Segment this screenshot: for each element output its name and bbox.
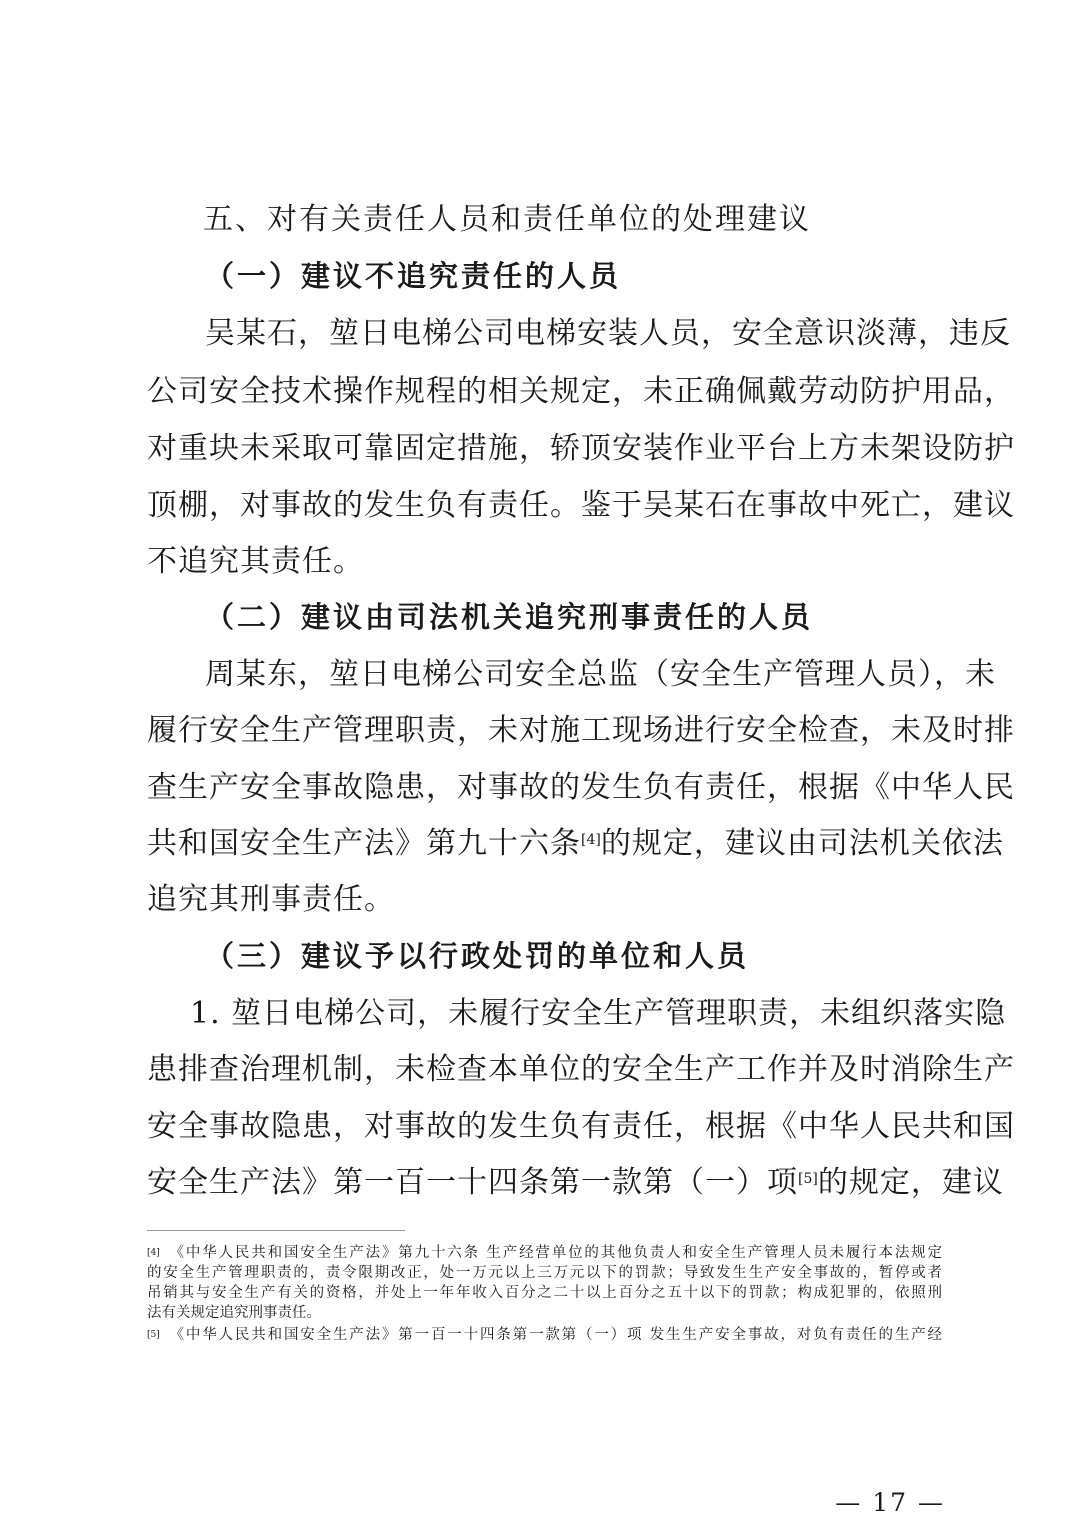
section-heading: 五、对有关责任人员和责任单位的处理建议 (203, 202, 811, 237)
footnote-text: 《中华人民共和国安全生产法》第一百一十四条第一款第（一）项 发生生产安全事故，对负有责任的生产经 (167, 1327, 942, 1343)
footnote-line: 吊销其与安全生产有关的资格，并处上一年年收入百分之二十以上百分之五十以下的罚款；构成犯罪的，依照刑 (147, 1285, 942, 1301)
text-segment: 安全生产法》第一百一十四条第一款第（一）项 (147, 1165, 798, 1200)
paragraph-line: 周某东，堃日电梯公司安全总监（安全生产管理人员），未 (205, 657, 996, 692)
text-segment: 的规定，建议 (817, 1165, 1004, 1200)
paragraph-line (147, 824, 1004, 864)
footnote-separator (147, 1230, 405, 1231)
paragraph-line: 1. 堃日电梯公司，未履行安全生产管理职责，未组织落实隐 (190, 996, 1007, 1031)
paragraph-line: 吴某石，堃日电梯公司电梯安装人员，安全意识淡薄，违反 (205, 316, 1011, 351)
footnote-mark: [4] (147, 1248, 160, 1258)
page-number: — 17 — (835, 1488, 945, 1517)
footnote-text: 《中华人民共和国安全生产法》第九十六条 生产经营单位的其他负责人和安全生产管理人员未履行本法规定 (167, 1245, 942, 1261)
paragraph-line: 不追究其责任。 (147, 544, 364, 579)
text-segment: 的规定，建议由司法机关依法 (600, 826, 1004, 861)
subsection-heading-2: （二）建议由司法机关追究刑事责任的人员 (205, 600, 814, 634)
paragraph-line: 患排查治理机制，未检查本单位的安全生产工作并及时消除生产 (147, 1052, 1015, 1087)
paragraph-line: 安全事故隐患，对事故的发生负有责任，根据《中华人民共和国 (147, 1109, 1015, 1144)
footnote-line: 的安全生产管理职责的，责令限期改正，处一万元以上三万元以下的罚款；导致发生生产安全事故的，暂停或者 (147, 1265, 942, 1281)
footnote-line (147, 1326, 942, 1345)
paragraph-line: 公司安全技术操作规程的相关规定，未正确佩戴劳动防护用品， (147, 374, 1015, 409)
footnote-reference[interactable]: [4] (581, 832, 601, 848)
footnote-line (147, 1244, 942, 1263)
footnote-reference[interactable]: [5] (798, 1171, 818, 1187)
subsection-heading-1: （一）建议不追究责任的人员 (205, 259, 622, 293)
subsection-heading-3: （三）建议予以行政处罚的单位和人员 (205, 939, 750, 973)
footnote-line: 法有关规定追究刑事责任。 (147, 1305, 321, 1321)
paragraph-line: 对重块未采取可靠固定措施，轿顶安装作业平台上方未架设防护 (147, 431, 1015, 466)
paragraph-line: 查生产安全事故隐患，对事故的发生负有责任，根据《中华人民 (147, 770, 1015, 805)
footnote-mark: [5] (147, 1330, 160, 1340)
paragraph-line: 履行安全生产管理职责，未对施工现场进行安全检查，未及时排 (147, 713, 1015, 748)
paragraph-line (147, 1163, 1004, 1203)
paragraph-line: 顶棚，对事故的发生负有责任。鉴于吴某石在事故中死亡，建议 (147, 488, 1015, 523)
paragraph-line: 追究其刑事责任。 (147, 882, 395, 917)
text-segment: 共和国安全生产法》第九十六条 (147, 826, 581, 861)
